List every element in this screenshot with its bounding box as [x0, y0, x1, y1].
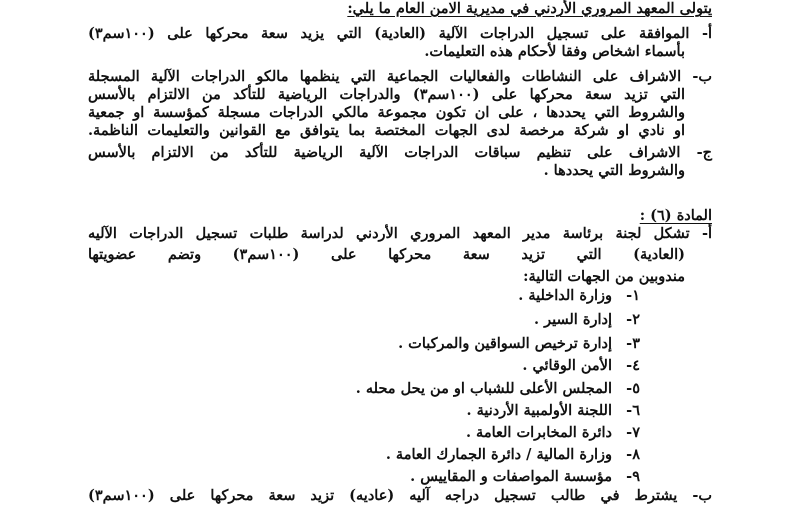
member-text: إدارة ترخيص السواقين والمركبات .	[398, 335, 612, 352]
member-item	[466, 402, 640, 420]
member-number: ٤-	[626, 357, 640, 374]
member-text: إدارة السير .	[533, 311, 612, 328]
member-number: ٣-	[626, 335, 640, 352]
member-item	[410, 468, 640, 486]
member-item	[386, 446, 640, 464]
member-number: ٢-	[626, 311, 640, 328]
article-a-line-3: مندوبين من الجهات التالية:	[523, 268, 685, 285]
member-number: ١-	[626, 287, 640, 304]
member-item	[356, 380, 640, 398]
para-b-line-4: او نادي او شركة مرخصة لدى الجهات المختصة بما يتوافق مع القوانين والتعليمات الناظمة.	[88, 122, 685, 139]
member-text: وزارة الداخلية .	[518, 287, 612, 304]
member-text: مؤسسة المواصفات و المقاييس .	[410, 468, 612, 485]
member-text: الأمن الوقائي .	[522, 357, 612, 374]
intro-line: يتولى المعهد المروري الأردني في مديرية الامن العام ما يلي:	[347, 0, 712, 17]
member-number: ٥-	[626, 380, 640, 397]
member-item	[522, 357, 640, 375]
member-text: اللجنة الأولمبية الأردنية .	[466, 402, 612, 419]
para-a-line-2: بأسماء اشخاص وفقا لأحكام هذه التعليمات.	[424, 43, 685, 60]
para-b-line-3: والشروط التي يحددها ، على ان تكون مجموعة مالكي الدراجات مسجلة كمؤسسة او جمعية	[88, 104, 685, 121]
article-heading: المادة (٦) :	[639, 207, 712, 224]
member-number: ٨-	[626, 446, 640, 463]
para-c-line-1: ج- الاشراف على تنظيم سباقات الدراجات الآلية الرياضية للتأكد من الالتزام بالأسس	[88, 144, 712, 161]
article-a-line-1: أ- تشكل لجنة برئاسة مدير المعهد المروري الأردني لدراسة طلبات تسجيل الدراجات الآليه	[88, 225, 712, 242]
member-item	[534, 311, 640, 329]
member-number: ٧-	[626, 424, 640, 441]
para-b-line-2: التي تزيد سعة محركها على (١٠٠سم٣) والدراجات الرياضية للتأكد من الالتزام بالأسس	[88, 86, 686, 103]
member-number: ٩-	[626, 468, 640, 485]
member-item	[466, 424, 640, 442]
article-a-line-2: (العادية) التي تزيد سعة محركها على (١٠٠سم٣) وتضم عضويتها	[88, 246, 685, 263]
member-item	[398, 335, 640, 353]
member-text: المجلس الأعلى للشباب او من يحل محله .	[355, 380, 612, 397]
para-b-line-1: ب- الاشراف على النشاطات والفعاليات الجماعية التي ينظمها مالكو الدراجات الآلية المسجلة	[88, 68, 712, 85]
para-a-line-1: أ- الموافقة على تسجيل الدراجات الآلية (العادية) التي يزيد سعة محركها على (١٠٠سم٣)	[88, 25, 712, 42]
member-text: دائرة المخابرات العامة .	[465, 424, 612, 441]
member-item	[518, 287, 640, 305]
para-c-line-2: والشروط التي يحددها .	[543, 162, 685, 179]
article-b-line-1: ب- يشترط في طالب تسجيل دراجه آليه (عاديه) تزيد سعة محركها على (١٠٠سم٣)	[88, 487, 712, 504]
member-number: ٦-	[626, 402, 640, 419]
member-text: وزارة المالية / دائرة الجمارك العامة .	[385, 446, 612, 463]
